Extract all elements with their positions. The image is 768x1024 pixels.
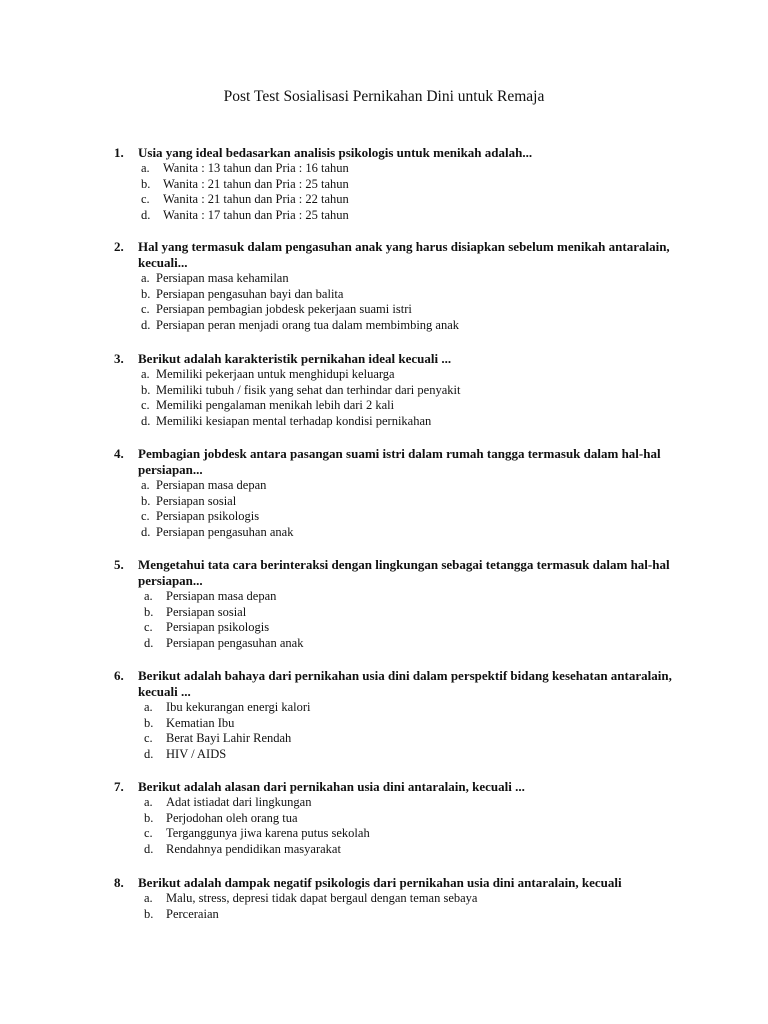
option-text: Persiapan pengasuhan bayi dan balita	[156, 286, 344, 301]
question-prompt: Berikut adalah bahaya dari pernikahan usia dini dalam perspektif bidang kesehatan antaralain, kecuali ...	[138, 668, 672, 699]
option-letter: a.	[144, 891, 153, 905]
option-b	[114, 383, 674, 399]
option-d	[114, 525, 674, 541]
option-letter: c.	[144, 826, 153, 841]
question-4	[114, 446, 674, 541]
option-a	[114, 589, 674, 605]
option-text: Persiapan masa depan	[166, 589, 277, 603]
option-d	[114, 414, 674, 430]
option-a	[114, 161, 674, 177]
option-letter: c.	[144, 731, 153, 746]
option-a	[114, 478, 674, 494]
option-letter: c.	[144, 620, 153, 635]
option-list	[114, 891, 694, 922]
option-letter: d.	[144, 747, 154, 762]
option-letter: a.	[141, 161, 150, 175]
option-a	[114, 271, 674, 287]
option-d	[114, 208, 674, 224]
option-b	[114, 177, 674, 193]
option-letter: c.	[141, 509, 150, 524]
option-letter: c.	[141, 192, 150, 207]
option-c	[114, 731, 674, 747]
option-text: Persiapan masa kehamilan	[156, 271, 289, 285]
option-d	[114, 747, 674, 763]
question-5-text	[114, 557, 674, 589]
option-letter: b.	[144, 715, 154, 730]
question-prompt: Pembagian jobdesk antara pasangan suami istri dalam rumah tangga termasuk dalam hal-hal persiapan...	[138, 446, 661, 477]
option-text: Perceraian	[166, 906, 219, 921]
question-5	[114, 557, 674, 652]
option-a	[114, 700, 674, 716]
option-list	[114, 367, 674, 430]
option-letter: d.	[141, 318, 151, 333]
question-prompt: Mengetahui tata cara berinteraksi dengan lingkungan sebagai tetangga termasuk dalam hal-hal persiapan...	[138, 557, 670, 588]
option-letter: a.	[141, 478, 150, 492]
question-prompt: Usia yang ideal bedasarkan analisis psikologis untuk menikah adalah...	[138, 145, 533, 160]
question-8	[114, 875, 694, 922]
option-c	[114, 826, 674, 842]
option-list	[114, 271, 674, 334]
option-b	[114, 494, 674, 510]
option-text: Wanita : 13 tahun dan Pria : 16 tahun	[163, 161, 349, 175]
option-letter: c.	[141, 302, 150, 317]
question-number: 1.	[114, 145, 124, 160]
option-text: Persiapan psikologis	[166, 620, 270, 635]
option-list	[114, 589, 674, 652]
option-text: Adat istiadat dari lingkungan	[166, 795, 312, 809]
option-b	[114, 287, 674, 303]
option-a	[114, 795, 674, 811]
document-title: Post Test Sosialisasi Pernikahan Dini untuk Remaja	[223, 88, 545, 105]
option-letter: b.	[144, 604, 154, 619]
option-text: Persiapan psikologis	[156, 509, 260, 524]
option-letter: a.	[144, 700, 153, 714]
question-number: 4.	[114, 446, 124, 461]
option-letter: a.	[144, 795, 153, 809]
option-c	[114, 192, 674, 208]
option-list	[114, 161, 674, 224]
option-letter: b.	[144, 810, 154, 825]
option-text: Rendahnya pendidikan masyarakat	[166, 842, 341, 857]
question-prompt: Berikut adalah alasan dari pernikahan usia dini antaralain, kecuali ...	[138, 779, 525, 794]
question-prompt: Berikut adalah dampak negatif psikologis dari pernikahan usia dini antaralain, kecuali	[138, 875, 622, 890]
option-letter: d.	[144, 842, 154, 857]
option-text: Persiapan sosial	[166, 604, 247, 619]
question-1	[114, 145, 674, 224]
option-letter: b.	[144, 906, 154, 921]
option-letter: d.	[141, 414, 151, 429]
option-letter: b.	[141, 493, 151, 508]
option-c	[114, 509, 674, 525]
option-d	[114, 842, 674, 858]
question-4-text	[114, 446, 674, 478]
option-letter: b.	[141, 176, 151, 191]
option-letter: c.	[141, 398, 150, 413]
question-number: 7.	[114, 779, 124, 794]
option-b	[114, 907, 694, 923]
question-number: 6.	[114, 668, 124, 683]
option-letter: b.	[141, 286, 151, 301]
option-letter: d.	[141, 525, 151, 540]
option-text: Persiapan pembagian jobdesk pekerjaan suami istri	[156, 302, 412, 317]
option-c	[114, 302, 674, 318]
question-8-text	[114, 875, 694, 891]
option-text: Ibu kekurangan energi kalori	[166, 700, 311, 714]
option-text: Persiapan pengasuhan anak	[166, 636, 304, 651]
option-text: Memiliki kesiapan mental terhadap kondisi pernikahan	[156, 414, 432, 429]
option-b	[114, 605, 674, 621]
question-3-text	[114, 351, 674, 367]
question-number: 8.	[114, 875, 124, 890]
option-list	[114, 700, 674, 763]
option-text: Memiliki pekerjaan untuk menghidupi keluarga	[156, 367, 395, 381]
option-d	[114, 636, 674, 652]
question-7-text	[114, 779, 674, 795]
option-text: HIV / AIDS	[166, 747, 227, 762]
question-prompt: Berikut adalah karakteristik pernikahan ideal kecuali ...	[138, 351, 452, 366]
option-text: Wanita : 21 tahun dan Pria : 22 tahun	[163, 192, 349, 207]
option-letter: b.	[141, 382, 151, 397]
question-3	[114, 351, 674, 430]
option-text: Wanita : 21 tahun dan Pria : 25 tahun	[163, 176, 349, 191]
option-a	[114, 891, 694, 907]
option-letter: a.	[141, 271, 150, 285]
option-text: Wanita : 17 tahun dan Pria : 25 tahun	[163, 208, 349, 223]
question-2-text	[114, 239, 674, 271]
question-7	[114, 779, 674, 858]
option-text: Persiapan pengasuhan anak	[156, 525, 294, 540]
question-number: 2.	[114, 239, 124, 254]
question-6-text	[114, 668, 674, 700]
option-text: Kematian Ibu	[166, 715, 235, 730]
option-b	[114, 811, 674, 827]
question-2	[114, 239, 674, 334]
option-letter: d.	[144, 636, 154, 651]
option-text: Persiapan peran menjadi orang tua dalam membimbing anak	[156, 318, 460, 333]
option-list	[114, 478, 674, 541]
option-text: Persiapan sosial	[156, 493, 237, 508]
option-list	[114, 795, 674, 858]
option-letter: a.	[144, 589, 153, 603]
option-text: Berat Bayi Lahir Rendah	[166, 731, 292, 746]
option-letter: a.	[141, 367, 150, 381]
option-text: Memiliki pengalaman menikah lebih dari 2 kali	[156, 398, 395, 413]
question-number: 3.	[114, 351, 124, 366]
question-6	[114, 668, 674, 763]
option-text: Terganggunya jiwa karena putus sekolah	[166, 826, 370, 841]
question-prompt: Hal yang termasuk dalam pengasuhan anak yang harus disiapkan sebelum menikah antaralain, kecuali...	[138, 239, 670, 270]
option-d	[114, 318, 674, 334]
option-text: Memiliki tubuh / fisik yang sehat dan terhindar dari penyakit	[156, 382, 461, 397]
question-number: 5.	[114, 557, 124, 572]
option-text: Malu, stress, depresi tidak dapat bergaul dengan teman sebaya	[166, 891, 478, 905]
option-text: Perjodohan oleh orang tua	[166, 810, 298, 825]
option-text: Persiapan masa depan	[156, 478, 267, 492]
option-a	[114, 367, 674, 383]
option-c	[114, 398, 674, 414]
question-1-text	[114, 145, 674, 161]
option-c	[114, 620, 674, 636]
option-letter: d.	[141, 208, 151, 223]
option-b	[114, 716, 674, 732]
